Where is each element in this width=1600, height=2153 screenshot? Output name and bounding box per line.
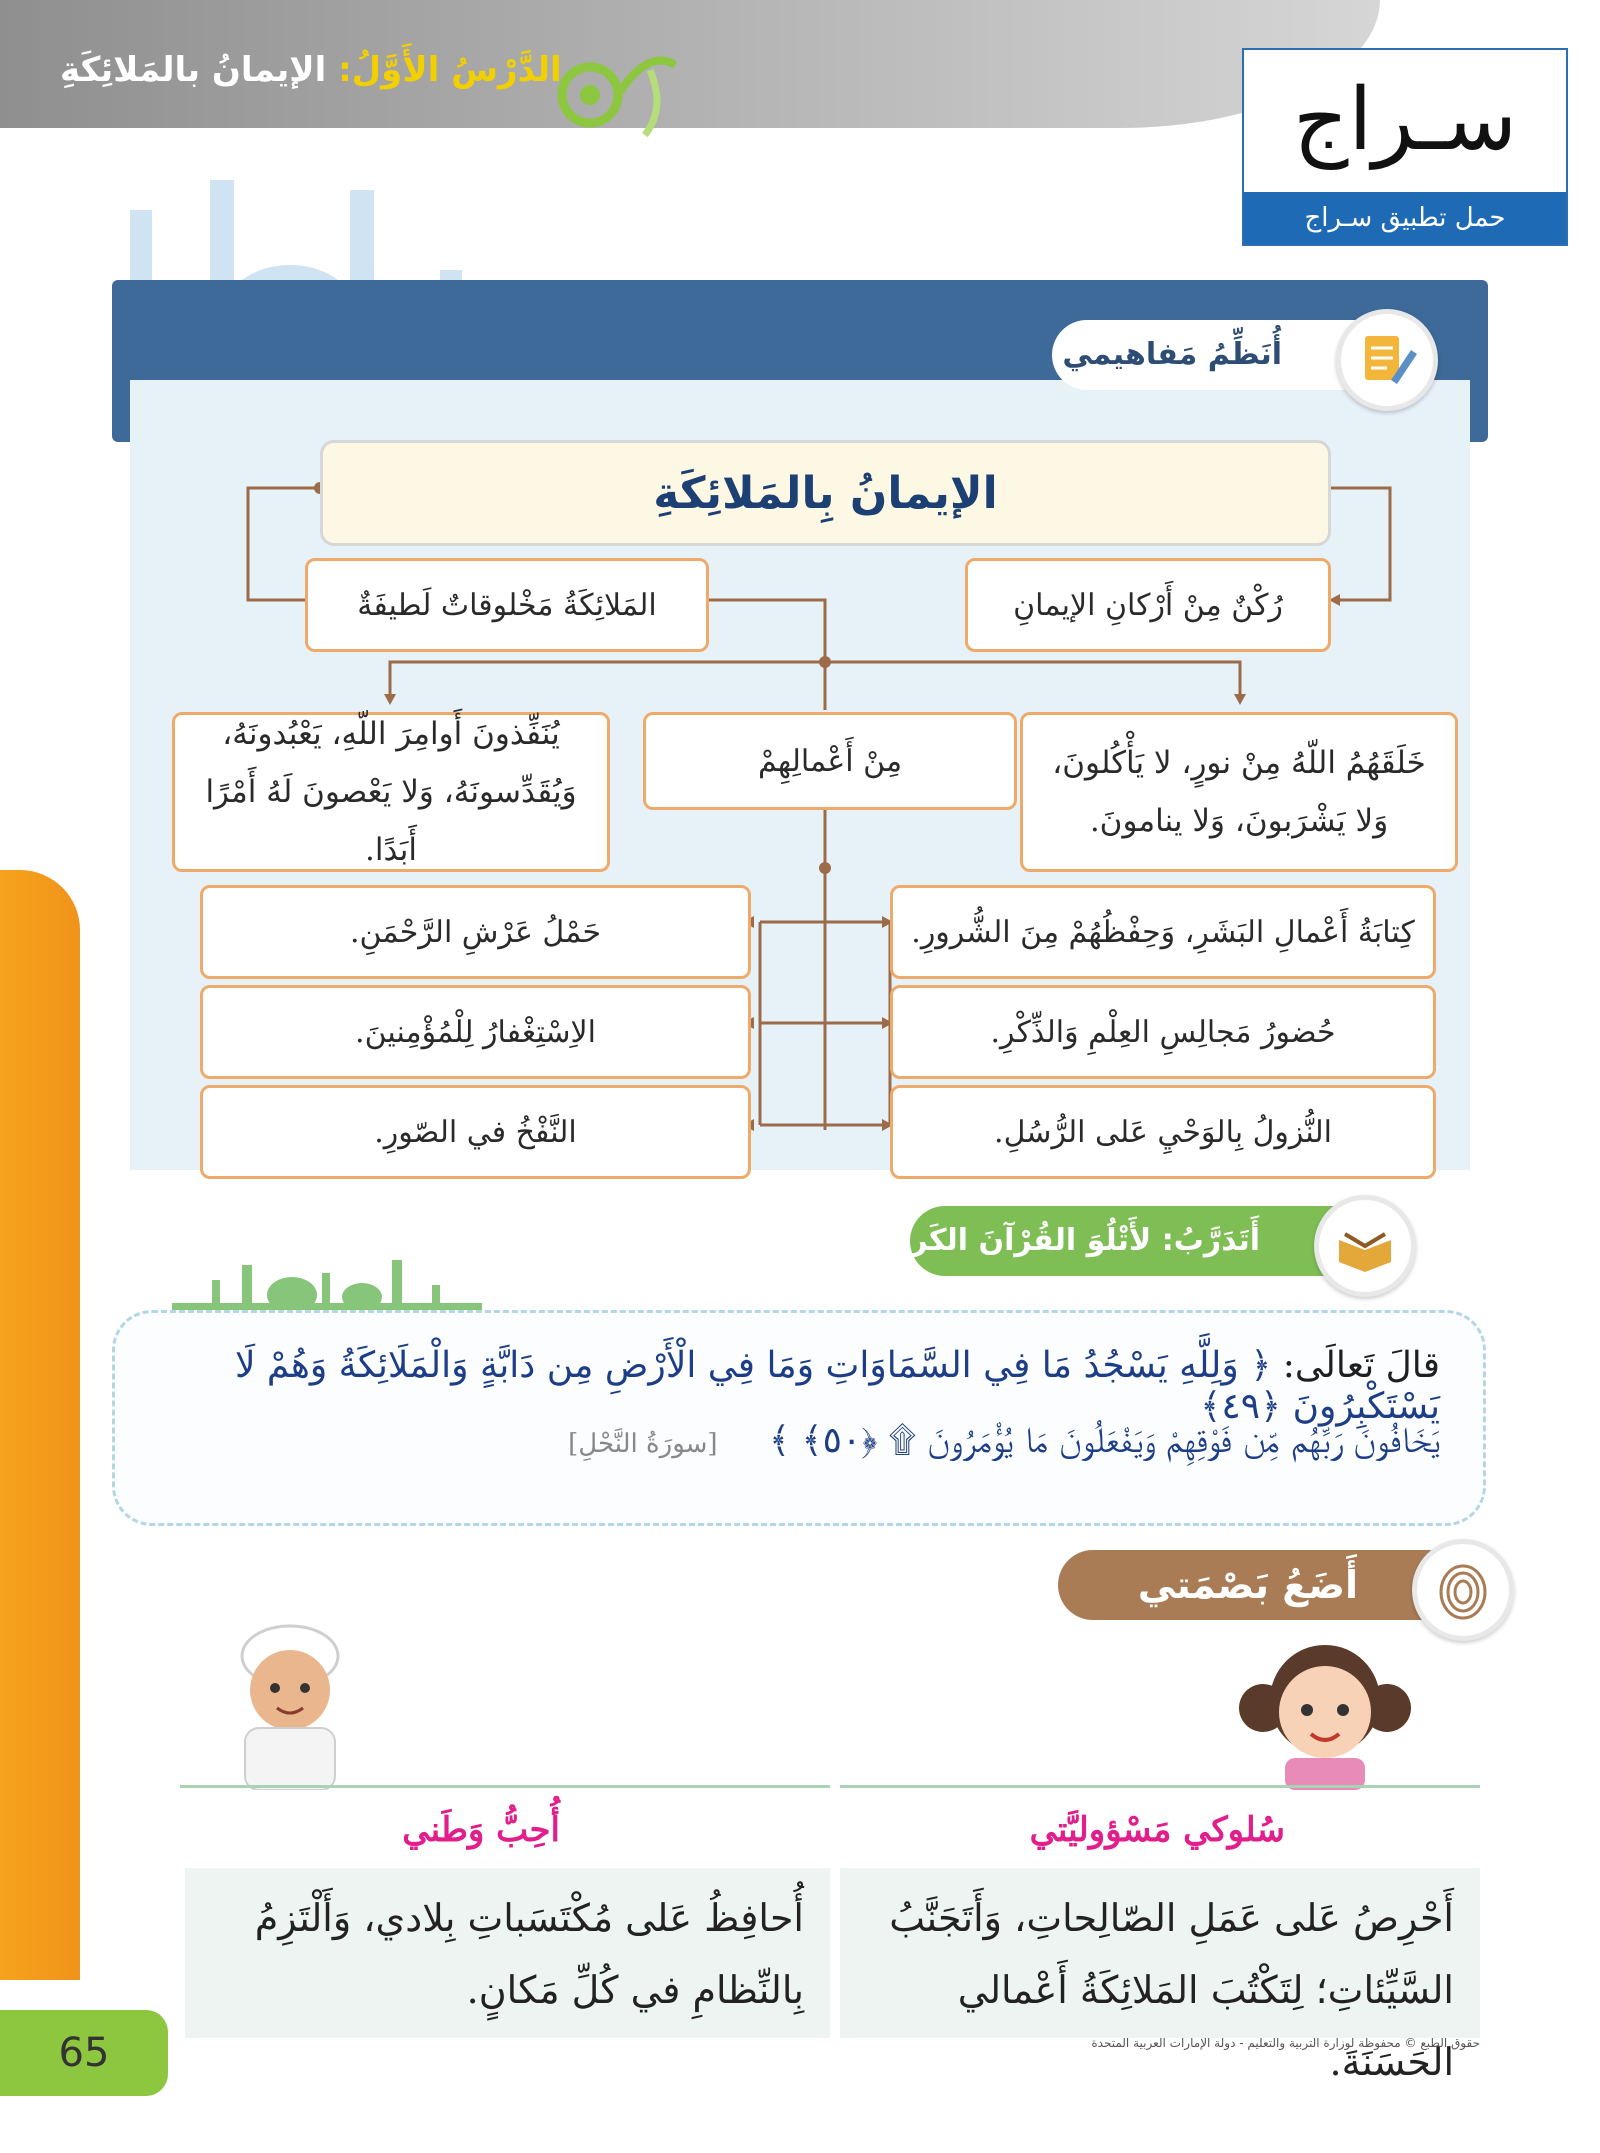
quran-verse-line-2 [120,1420,1440,1462]
concepts-section-pill [1052,320,1392,390]
logo-download-bar[interactable]: حمل تطبيق سـراج [1244,192,1566,244]
love-homeland-card: أُحافِظُ عَلى مُكْتَسَباتِ بِلادي، وَأَلْتَزِمُ بِالنِّظامِ في كُلِّ مَكانٍ. [185,1868,830,2038]
quran-icon-holder [1314,1195,1416,1297]
lesson-title [60,50,562,90]
girl-character-icon [1235,1630,1415,1790]
deed-box-right: كِتابَةُ أَعْمالِ البَشَرِ، وَحِفْظُهُمْ مِنَ الشُّرورِ. [890,885,1436,979]
deed-box-left: الاِسْتِغْفارُ لِلْمُؤْمِنينَ. [200,985,751,1079]
love-homeland-title: أُحِبُّ وَطَني [402,1810,560,1850]
concepts-section-title: أُنَظِّمُ مَفاهيمي [1062,337,1282,372]
quran-section-title: أَتَدَرَّبُ: لأَتْلُوَ القُرْآنَ الكَريمَ [875,1223,1260,1258]
responsibility-title: سُلوكي مَسْؤوليَّتي [1029,1810,1285,1850]
notepad-pencil-icon [1341,314,1433,406]
responsibility-card: أَحْرِصُ عَلى عَمَلِ الصّالِحاتِ، وَأَتَجَنَّبُ السَّيِّئاتِ؛ لِتَكْتُبَ المَلائِكَةُ أَعْمالي الحَسَنَةَ. [840,1868,1480,2038]
deed-box-right: حُضورُ مَجالِسِ العِلْمِ وَالذِّكْرِ. [890,985,1436,1079]
concepts-icon-holder [1336,309,1438,411]
obey-commands-box: يُنَفِّذونَ أَوامِرَ اللّهِ، يَعْبُدونَهُ، وَيُقَدِّسونَهُ، وَلا يَعْصونَ لَهُ أَمْرًا أَبَدًا. [172,712,610,872]
surah-name: [سورَةُ النَّحْلِ] [568,1429,718,1459]
fingerprint-icon [1417,1544,1509,1636]
quran-intro: قالَ تَعالَى: [1282,1345,1440,1386]
imprint-section-pill [1058,1550,1468,1620]
quran-verse-line-1 [120,1345,1440,1427]
deeds-title-box: مِنْ أَعْمالِهِمْ [643,712,1017,810]
imprint-section-title: أَضَعُ بَصْمَتي [1137,1563,1358,1607]
open-quran-book-icon [1319,1200,1411,1292]
copyright-note: حقوق الطبع © محفوظة لوزارة التربية والتعليم - دولة الإمارات العربية المتحدة [1091,2036,1480,2050]
quran-section-pill [875,1206,1370,1276]
side-orange-band [0,870,80,1980]
imprint-icon-holder [1412,1539,1514,1641]
lesson-label: الدَّرْسُ الأَوَّلُ: [338,50,562,90]
swirl-ornament-icon [550,40,680,140]
pillar-box: رُكْنٌ مِنْ أَرْكانِ الإيمانِ [965,558,1331,652]
boy-character-icon [215,1620,365,1790]
quran-verse-50: يَخَافُونَ رَبَّهُم مِّن فَوْقِهِمْ وَيَفْعَلُونَ مَا يُؤْمَرُونَ ۩ ﴿٥٠﴾ ﴾ [769,1420,1440,1461]
quran-verse-49: ﴿ وَلِلَّهِ يَسْجُدُ مَا فِي السَّمَاوَاتِ وَمَا فِي الْأَرْضِ مِن دَابَّةٍ وَالْمَلَائِكَةُ وَهُمْ لَا يَسْتَكْبِرُونَ ﴿٤٩﴾ [234,1345,1440,1427]
deed-box-left: النَّفْخُ في الصّورِ. [200,1085,751,1179]
creatures-box: المَلائِكَةُ مَخْلوقاتٌ لَطيفَةٌ [305,558,709,652]
page-number: 65 [0,2010,168,2096]
green-skyline-decoration [172,1245,482,1315]
lesson-name: الإيمانُ بالمَلائِكَةِ [60,50,327,90]
logo-word: سـراج [1292,70,1518,170]
created-from-light-box: خَلَقَهُمُ اللّهُ مِنْ نورٍ، لا يَأْكُلونَ، وَلا يَشْرَبونَ، وَلا ينامونَ. [1020,712,1458,872]
divider-line [180,1785,830,1788]
main-concept-box: الإيمانُ بِالمَلائِكَةِ [320,440,1331,546]
deed-box-left: حَمْلُ عَرْشِ الرَّحْمَنِ. [200,885,751,979]
deed-box-right: النُّزولُ بِالوَحْيِ عَلى الرُّسُلِ. [890,1085,1436,1179]
divider-line [840,1785,1480,1788]
